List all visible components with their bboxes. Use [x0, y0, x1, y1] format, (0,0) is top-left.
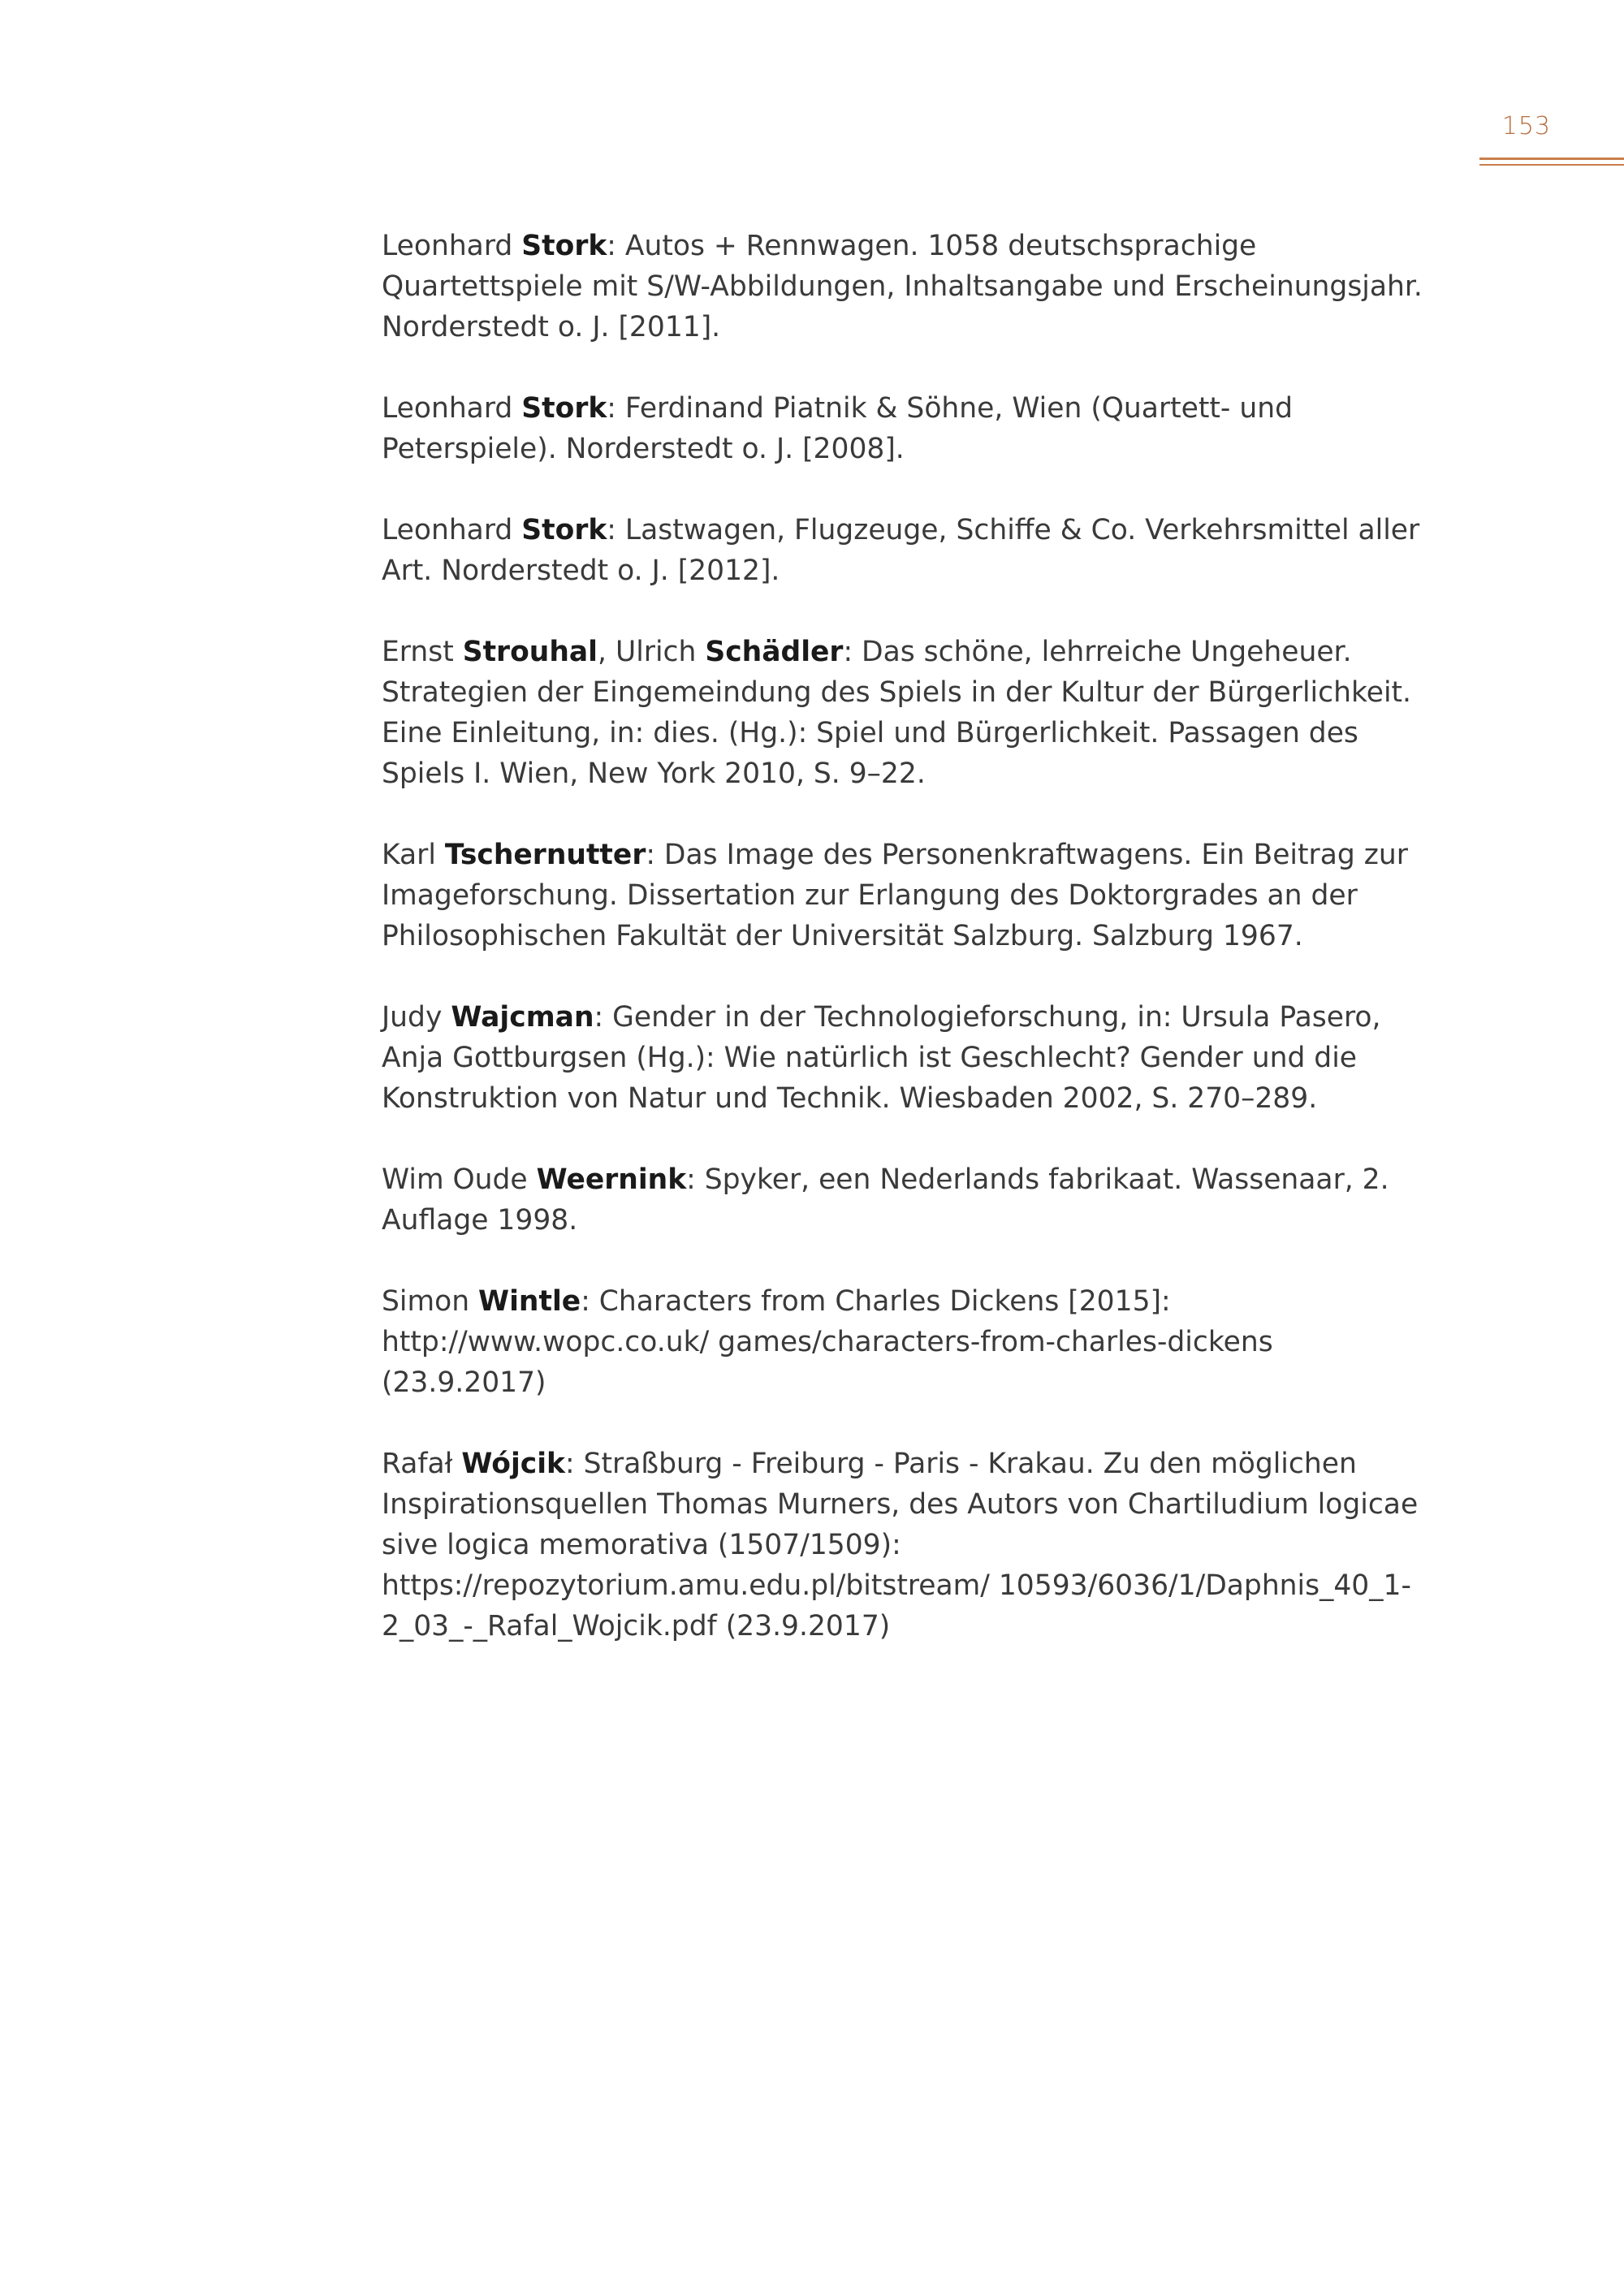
author-surname: Tschernutter [444, 839, 646, 871]
header-rule-bottom [1479, 164, 1624, 166]
bibliography-list [382, 226, 1445, 1687]
author-surname: Wójcik [461, 1448, 565, 1480]
author-first-name: Karl [382, 839, 436, 871]
bibliography-entry [382, 835, 1445, 956]
entry-text: : Spyker, een Nederlands fabrikaat. Wassenaar, 2. Auflage 1998. [382, 1163, 1389, 1237]
header-rule-top [1479, 158, 1624, 160]
author-first-name: Ernst [382, 636, 454, 668]
entry-text: : Autos + Rennwagen. 1058 deutschsprachige Quartettspiele mit S/W-Abbildungen, Inhaltsangabe und Erscheinungsjahr. Norderstedt o. J. [2011]. [382, 230, 1423, 343]
bibliography-entry [382, 1281, 1445, 1403]
bibliography-entry [382, 1444, 1445, 1647]
author-surname: Stork [521, 514, 607, 546]
entry-text: : Lastwagen, Flugzeuge, Schiffe & Co. Verkehrsmittel aller Art. Norderstedt o. J. [2012]. [382, 514, 1420, 587]
bibliography-entry [382, 997, 1445, 1119]
entry-text: : Das schöne, lehrreiche Ungeheuer. Strategien der Eingemeindung des Spiels in der Kultur der Bürgerlichkeit. Eine Einleitung, in: dies. (Hg.): Spiel und Bürgerlichkeit. Passagen des Spiels I. Wien, New York 2010, S. 9–22. [382, 636, 1412, 790]
author-first-name: Rafał [382, 1448, 453, 1480]
author-surname: Strouhal [462, 636, 598, 668]
author-surname: Wajcman [451, 1001, 594, 1034]
entry-text: : Characters from Charles Dickens [2015]: http://www.wopc.co.uk/ games/characters-from-charles-dickens (23.9.2017) [382, 1285, 1273, 1399]
entry-text: : Gender in der Technologieforschung, in: Ursula Pasero, Anja Gottburgsen (Hg.): Wie natürlich ist Geschlecht? Gender und die Konstruktion von Natur und Technik. Wiesbaden 2002, S. 270–289. [382, 1001, 1381, 1115]
bibliography-entry [382, 632, 1445, 794]
author-surname-2: Schädler [705, 636, 844, 668]
author-first-name: Simon [382, 1285, 470, 1318]
author-separator: , Ulrich [598, 636, 706, 668]
author-first-name: Leonhard [382, 230, 513, 262]
entry-text: : Das Image des Personenkraftwagens. Ein Beitrag zur Imageforschung. Dissertation zur Erlangung des Doktorgrades an der Philosophischen Fakultät der Universität Salzburg. Salzburg 1967. [382, 839, 1408, 952]
author-surname: Wintle [478, 1285, 581, 1318]
bibliography-entry [382, 1159, 1445, 1241]
author-surname: Stork [521, 392, 607, 425]
author-surname: Stork [521, 230, 607, 262]
author-first-name: Leonhard [382, 392, 513, 425]
bibliography-entry [382, 226, 1445, 347]
bibliography-entry [382, 510, 1445, 591]
author-first-name: Wim Oude [382, 1163, 528, 1196]
author-first-name: Judy [382, 1001, 443, 1034]
author-surname: Weernink [536, 1163, 687, 1196]
page-number: 153 [1501, 112, 1551, 140]
bibliography-entry [382, 388, 1445, 469]
entry-text: : Ferdinand Piatnik & Söhne, Wien (Quartett- und Peterspiele). Norderstedt o. J. [2008]. [382, 392, 1293, 465]
entry-text: : Straßburg - Freiburg - Paris - Krakau. Zu den möglichen Inspirationsquellen Thomas Murners, des Autors von Chartiludium logicae sive logica memorativa (1507/1509): https://repozytorium.amu.edu.pl/bitstream/ 10593/6036/1/Daphnis_40_1-2_03_-_Rafal_Wojcik.pdf (23.9.2017) [382, 1448, 1419, 1642]
author-first-name: Leonhard [382, 514, 513, 546]
